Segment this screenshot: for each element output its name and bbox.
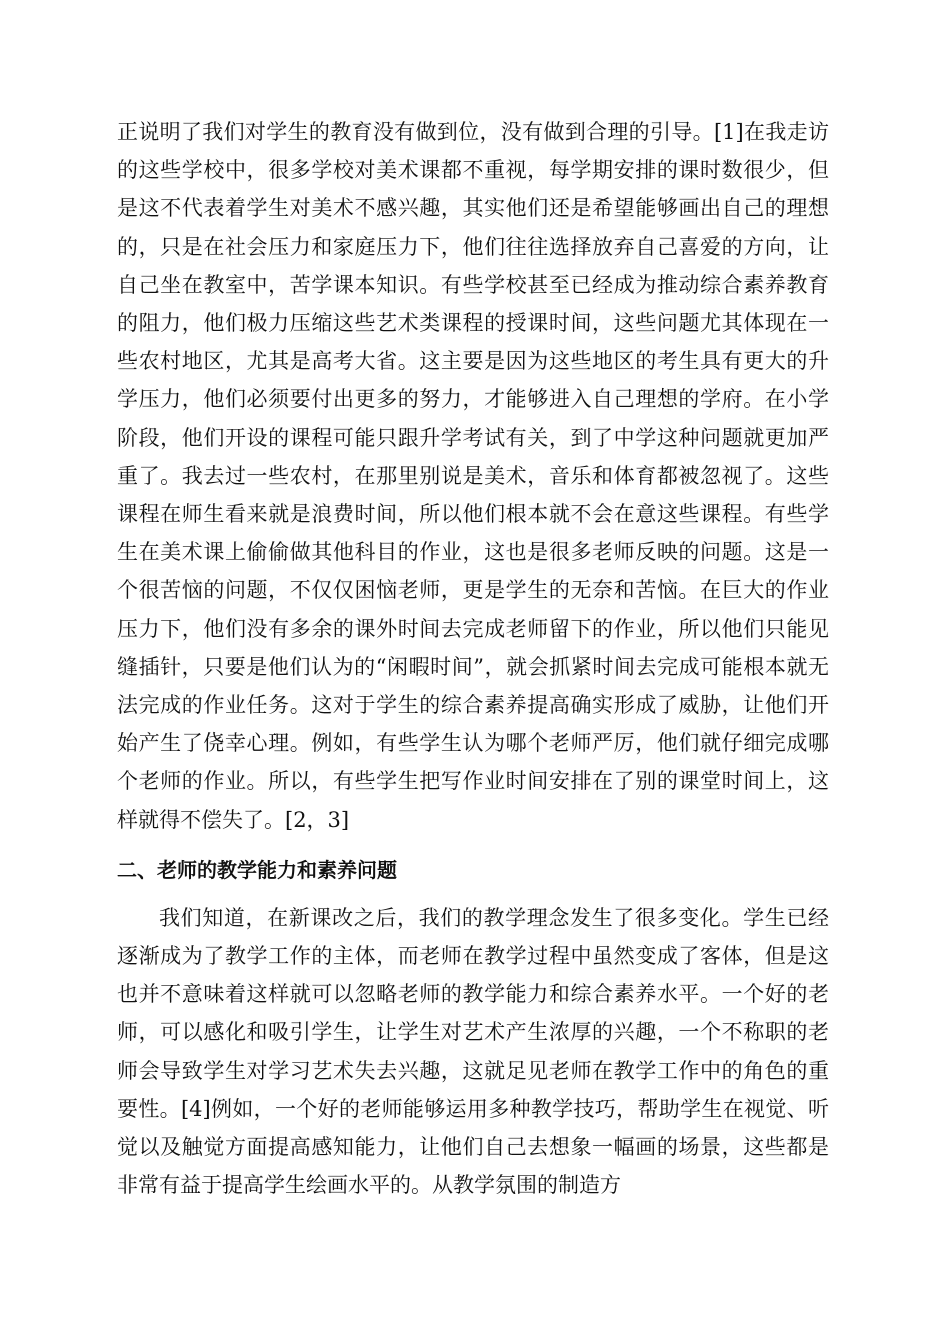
body-paragraph: 我们知道，在新课改之后，我们的教学理念发生了很多变化。学生已经逐渐成为了教学工作的主体，而老师在教学过程中虽然变成了客体，但是这也并不意味着这样就可以忽略老师的教学能力和综合素养水平。一个好的老师，可以感化和吸引学生，让学生对艺术产生浓厚的兴趣，一个不称职的老师会导致学生对学习艺术失去兴趣，这就足见老师在教学工作中的角色的重要性。[4]例如，一个好的老师能够运用多种教学技巧，帮助学生在视觉、听觉以及触觉方面提高感知能力，让他们自己去想象一幅画的场景，这些都是非常有益于提高学生绘画水平的。从教学氛围的制造方	[117, 905, 829, 1198]
body-paragraph-continued: 正说明了我们对学生的教育没有做到位，没有做到合理的引导。[1]在我走访的这些学校中，很多学校对美术课都不重视，每学期安排的课时数很少，但是这不代表着学生对美术不感兴趣，其实他们还是希望能够画出自己的理想的，只是在社会压力和家庭压力下，他们往往选择放弃自己喜爱的方向，让自己坐在教室中，苦学课本知识。有些学校甚至已经成为推动综合素养教育的阻力，他们极力压缩这些艺术类课程的授课时间，这些问题尤其体现在一些农村地区，尤其是高考大省。这主要是因为这些地区的考生具有更大的升学压力，他们必须要付出更多的努力，才能够进入自己理想的学府。在小学阶段，他们开设的课程可能只跟升学考试有关，到了中学这种问题就更加严重了。我去过一些农村，在那里别说是美术，音乐和体育都被忽视了。这些课程在师生看来就是浪费时间，所以他们根本就不会在意这些课程。有些学生在美术课上偷偷做其他科目的作业，这也是很多老师反映的问题。这是一个很苦恼的问题，不仅仅困恼老师，更是学生的无奈和苦恼。在巨大的作业压力下，他们没有多余的课外时间去完成老师留下的作业，所以他们只能见缝插针，只要是他们认为的“闲暇时间”，就会抓紧时间去完成可能根本就无法完成的作业任务。这对于学生的综合素养提高确实形成了威胁，让他们开始产生了侥幸心理。例如，有些学生认为哪个老师严厉，他们就仔细完成哪个老师的作业。所以，有些学生把写作业时间安排在了别的课堂时间上，这样就得不偿失了。[2，3]	[117, 120, 829, 832]
document-page	[117, 113, 829, 1204]
section-heading: 二、老师的教学能力和素养问题	[117, 857, 397, 882]
